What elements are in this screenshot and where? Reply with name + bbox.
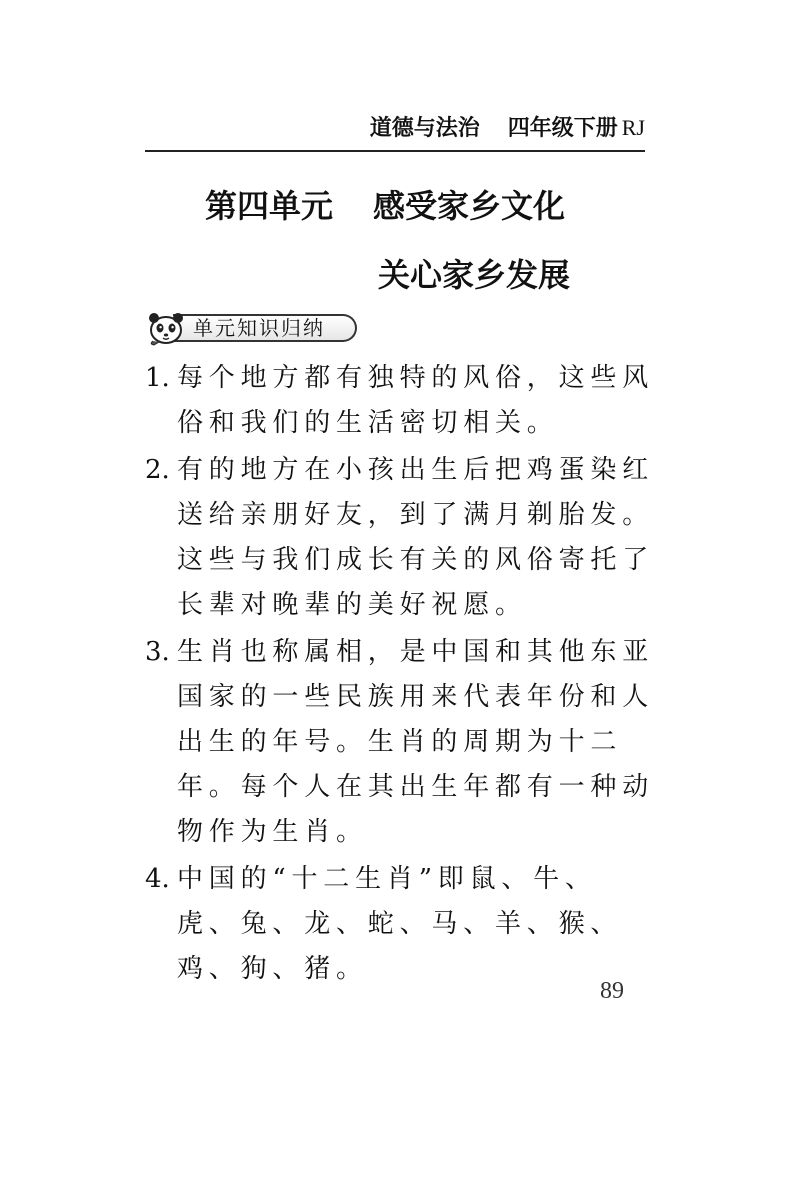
header-edition: RJ: [621, 115, 645, 140]
unit-title-main: 感受家乡文化: [373, 187, 566, 225]
item-text: 每个地方都有独特的风俗，这些风俗和我们的生活密切相关。: [177, 363, 655, 438]
panda-icon: [145, 308, 187, 346]
section-label-text: 单元知识归纳: [193, 316, 325, 340]
item-number: 2.: [145, 455, 170, 485]
item-text: 有的地方在小孩出生后把鸡蛋染红送给亲朋好友，到了满月剃胎发。这些与我们成长有关的风俗寄托了长辈对晚辈的美好祝愿。: [177, 455, 655, 620]
list-item: [145, 857, 655, 992]
unit-title-line-2: 关心家乡发展: [378, 256, 571, 294]
knowledge-list: [145, 356, 655, 994]
item-number: 4.: [145, 864, 170, 894]
running-header: [145, 110, 645, 146]
header-subject: 道德与法治: [369, 116, 480, 141]
section-label: [145, 308, 361, 346]
item-number: 3.: [145, 637, 170, 667]
item-text: 中国的“十二生肖”即鼠、牛、虎、兔、龙、蛇、马、羊、猴、鸡、狗、猪。: [177, 864, 623, 984]
list-item: [145, 448, 655, 628]
list-item: [145, 356, 655, 446]
unit-number: 第四单元: [205, 187, 334, 225]
header-grade: 四年级下册: [507, 116, 618, 141]
header-divider: [145, 150, 645, 152]
item-number: 1.: [145, 363, 170, 393]
unit-title-line-1: [205, 184, 565, 228]
list-item: [145, 630, 655, 855]
item-text: 生肖也称属相，是中国和其他东亚国家的一些民族用来代表年份和人出生的年号。生肖的周期为十二年。每个人在其出生年都有一种动物作为生肖。: [177, 637, 655, 847]
page-number: 89: [600, 978, 624, 1004]
